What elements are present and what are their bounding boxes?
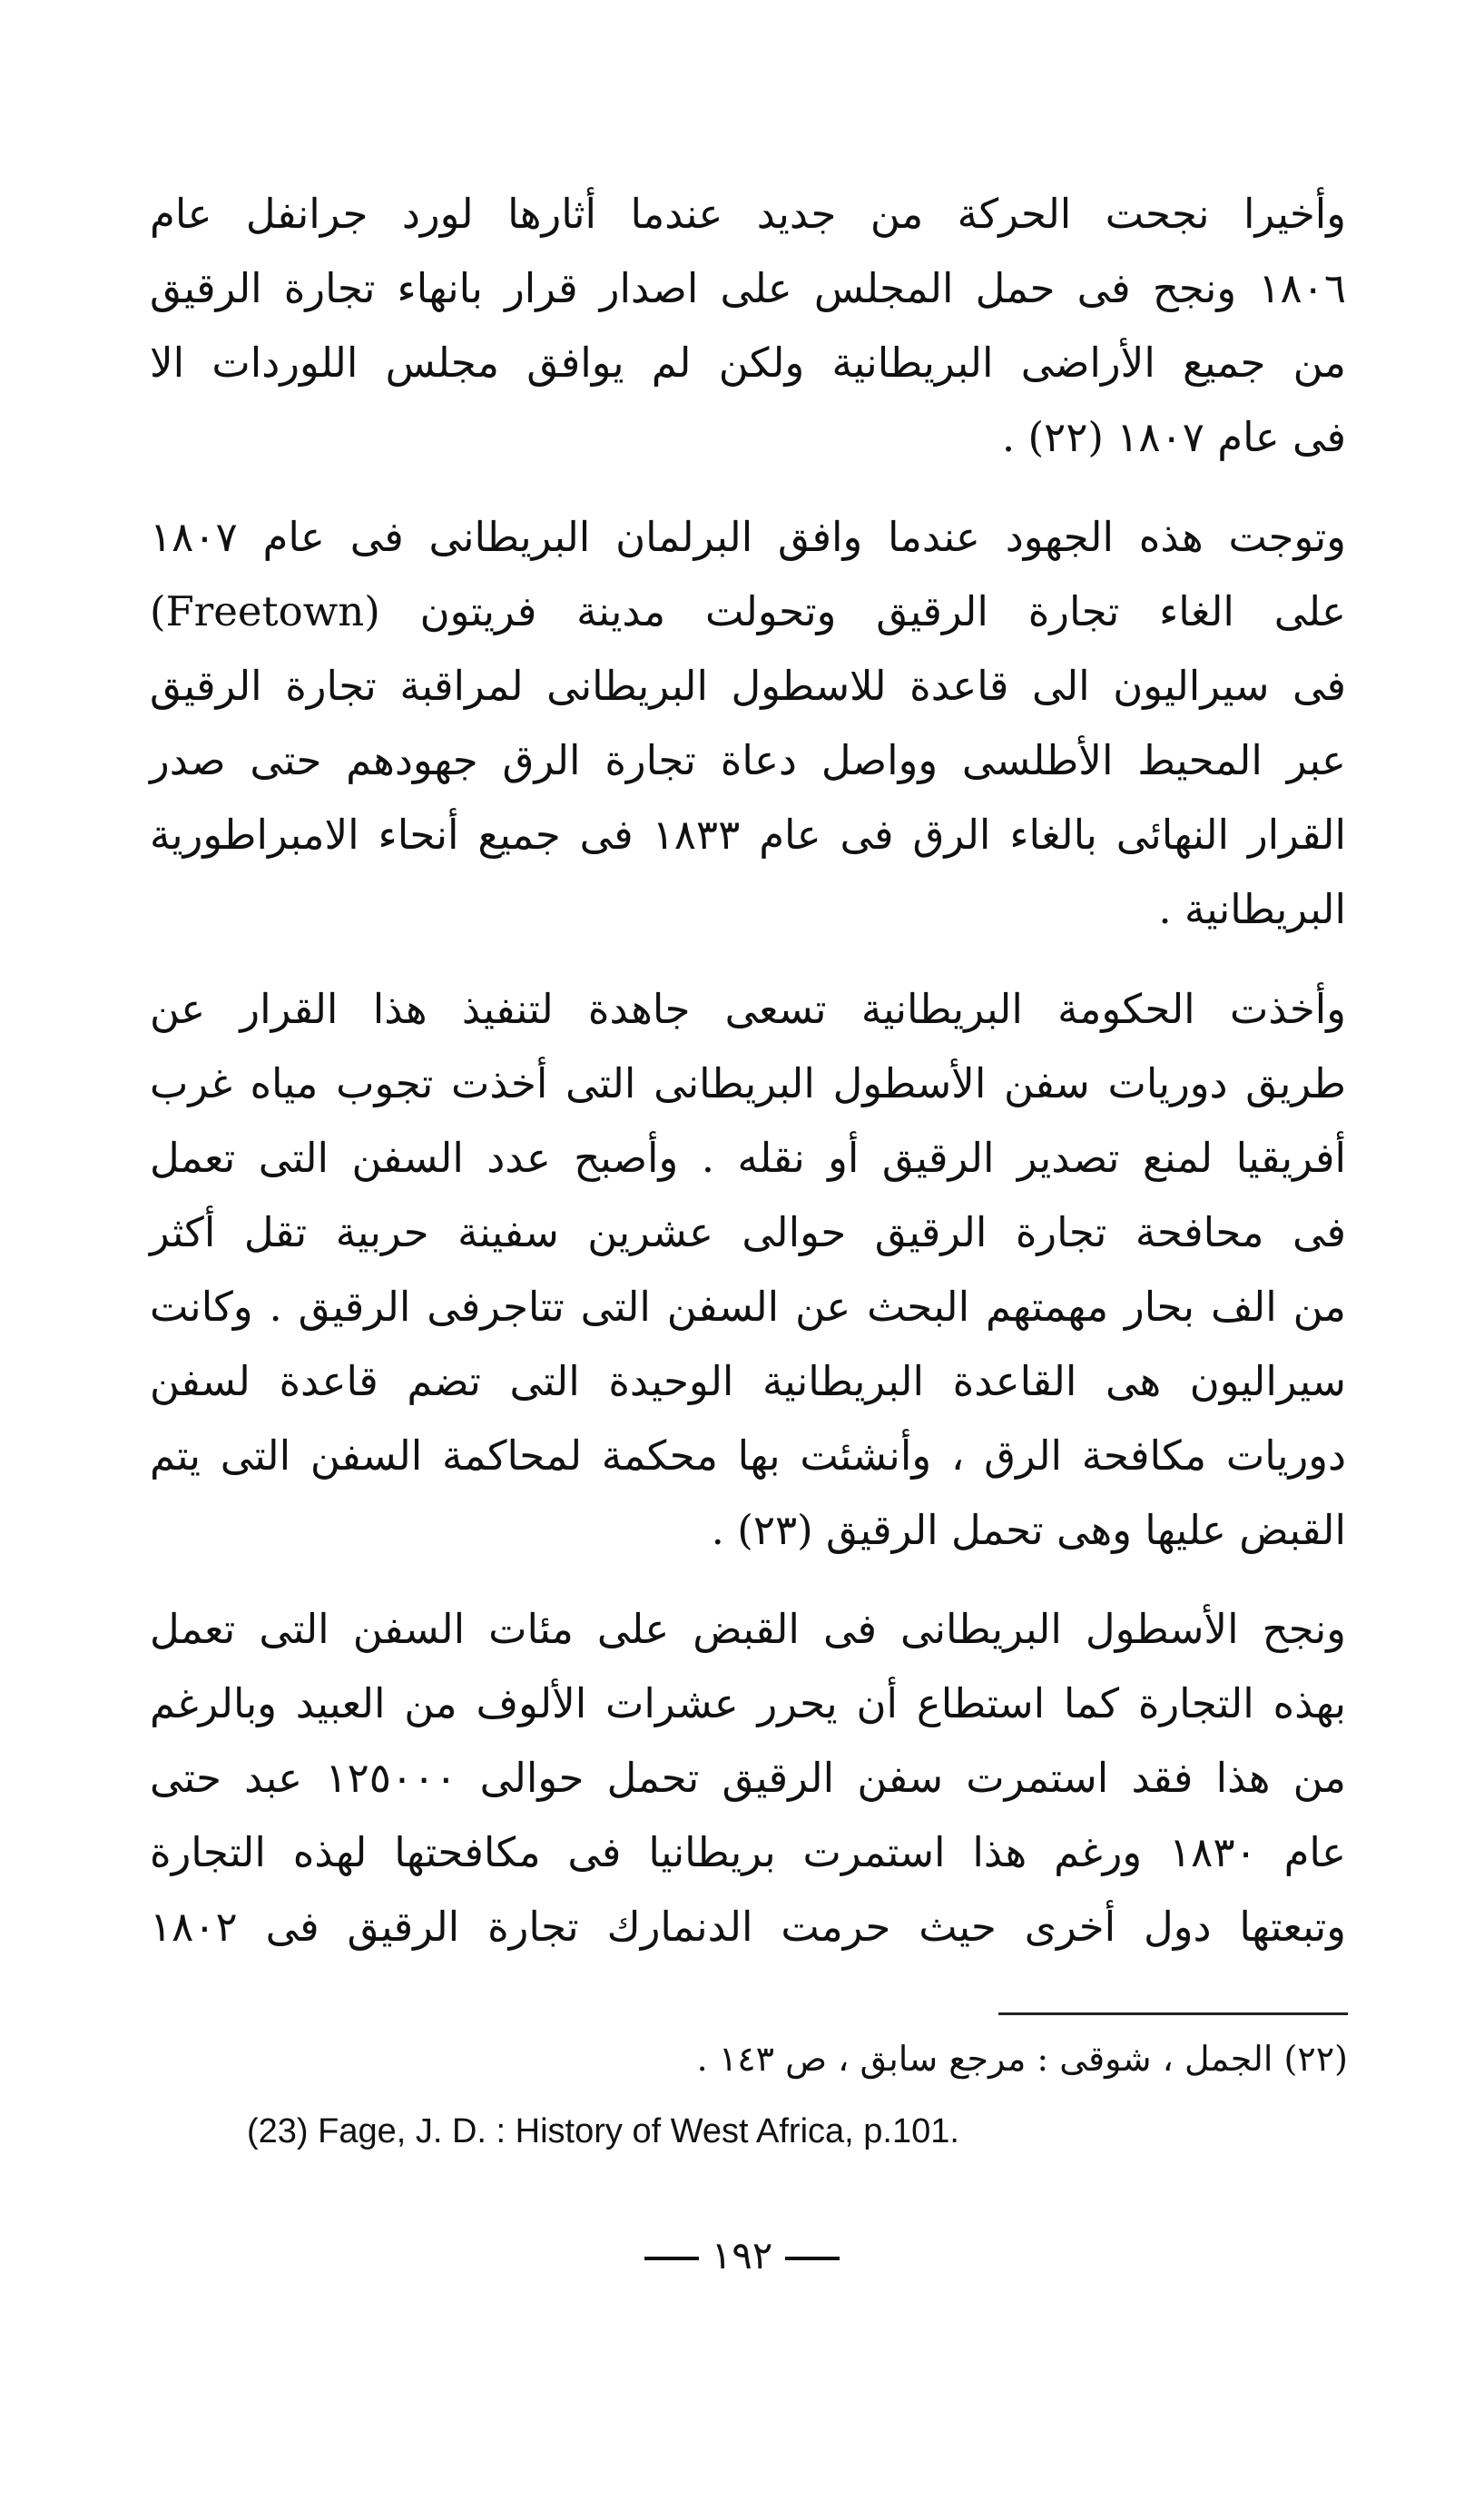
- page-number-dash-left: [644, 2257, 699, 2260]
- footnote-divider: [998, 2012, 1348, 2015]
- page-number-value: ١٩٢: [711, 2233, 773, 2278]
- text-line: فى سيراليون الى قاعدة للاسطول البريطانى لمراقبة تجارة الرقيق: [150, 662, 1346, 710]
- text-line: عام ١٨٣٠ ورغم هذا استمرت بريطانيا فى مكافحتها لهذه التجارة: [150, 1828, 1346, 1876]
- text-line: القبض عليها وهى تحمل الرقيق (٢٣) .: [711, 1506, 1346, 1554]
- footnote-23: (23) Fage, J. D. : History of West Africa, p.101.: [247, 2112, 959, 2150]
- text-line: من هذا فقد استمرت سفن الرقيق تحمل حوالى ١٢٥٠٠٠ عبد حتى: [150, 1754, 1346, 1802]
- text-line: على الغاء تجارة الرقيق وتحولت مدينة فريتون (Freetown): [150, 587, 1346, 635]
- page-number: [0, 2228, 1484, 2283]
- text-line: عبر المحيط الأطلسى وواصل دعاة تجارة الرق جهودهم حتى صدر: [150, 736, 1346, 784]
- text-line: سيراليون هى القاعدة البريطانية الوحيدة التى تضم قاعدة لسفن: [150, 1357, 1346, 1405]
- text-line: وأخيرا نجحت الحركة من جديد عندما أثارها لورد جرانفل عام: [150, 190, 1346, 238]
- text-line: وتوجت هذه الجهود عندما وافق البرلمان البريطانى فى عام ١٨٠٧: [150, 513, 1346, 561]
- text-line: طريق دوريات سفن الأسطول البريطانى التى أخذت تجوب مياه غرب: [150, 1059, 1346, 1107]
- text-line: ونجح الأسطول البريطانى فى القبض على مئات السفن التى تعمل: [150, 1605, 1346, 1653]
- text-line: من الف بحار مهمتهم البحث عن السفن التى تتاجرفى الرقيق . وكانت: [150, 1283, 1346, 1331]
- text-line: وتبعتها دول أخرى حيث حرمت الدنمارك تجارة الرقيق فى ١٨٠٢: [150, 1903, 1346, 1951]
- text-line: وأخذت الحكومة البريطانية تسعى جاهدة لتنفيذ هذا القرار عن: [150, 985, 1346, 1033]
- text-line: فى محافحة تجارة الرقيق حوالى عشرين سفينة حربية تقل أكثر: [150, 1208, 1346, 1256]
- text-line: من جميع الأراضى البريطانية ولكن لم يوافق مجلس اللوردات الا: [150, 339, 1346, 387]
- page-number-dash-right: [785, 2257, 840, 2260]
- text-line: ١٨٠٦ ونجح فى حمل المجلس على اصدار قرار بانهاء تجارة الرقيق: [150, 264, 1346, 312]
- text-line: دوريات مكافحة الرق ، وأنشئت بها محكمة لمحاكمة السفن التى يتم: [150, 1432, 1346, 1480]
- text-line: أفريقيا لمنع تصدير الرقيق أو نقله . وأصبح عدد السفن التى تعمل: [150, 1134, 1346, 1182]
- text-line: بهذه التجارة كما استطاع أن يحرر عشرات الألوف من العبيد وبالرغم: [150, 1679, 1346, 1727]
- text-line: فى عام ١٨٠٧ (٢٢) .: [1001, 413, 1346, 461]
- text-line: القرار النهائى بالغاء الرق فى عام ١٨٣٣ فى جميع أنحاء الامبراطورية: [150, 811, 1346, 859]
- text-line: البريطانية .: [1158, 885, 1346, 933]
- footnote-22: (٢٢) الجمل ، شوقى : مرجع سابق ، ص ١٤٣ .: [696, 2039, 1348, 2079]
